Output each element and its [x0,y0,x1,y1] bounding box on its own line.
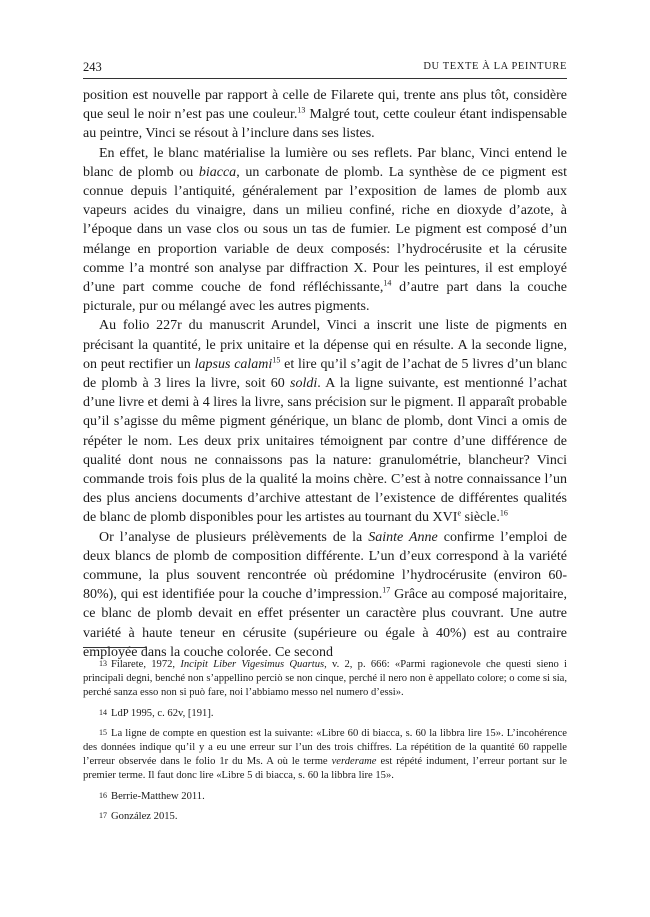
page-header [83,60,567,76]
footnote [83,657,567,701]
footnote [83,789,567,804]
italic-text: biacca [198,164,237,180]
italic-text: Incipit Liber Vigesimus Quartus [180,659,325,670]
footnote [83,726,567,784]
paragraph [83,528,567,662]
paragraph [83,144,567,317]
page-number: 243 [83,60,102,74]
text-run: . A la ligne suivante, est mentionné l’achat d’une livre et demi à 4 lires la livre, sans précision sur le pigment. Il apparaît probable qu’il s’agisse du même pigment générique, un blanc de plomb, dont Vinci a omis de répéter le nom. Les deux prix unitaires témoignent par contre d’une différence de qualité dont nous ne connaissons pas la nature: granulométrie, blancheur? Vinci commande trois fois plus de la qualité la moins chère. C’est à notre connaissance l’un des plus anciens documents d’archive attestant de l’existence de différentes qualités de blanc de plomb disponibles pour les artistes au tournant du XVI [83,376,567,526]
footnote-reference: e [457,508,461,518]
text-run: Filarete, 1972, [111,659,181,670]
text-run: et lire qu’il s’agit de l’achat de 5 livres d’un blanc de plomb à 3 lires la livre, soit 60 [83,356,568,392]
footnote-number: 14 [99,707,107,717]
italic-text: Sainte Anne [368,529,438,545]
paragraph [83,316,567,527]
text-run: Grâce au composé majoritaire, ce blanc de plomb devait en effet présenter un caractère plus couvrant. Une autre variété à haute teneur en cérusite (supérieure ou égale à 40%) est au contraire employée dans la couche colorée. Ce second [83,587,567,660]
text-run: siècle. [461,510,500,526]
text-run: González 2015. [111,810,178,822]
running-title: DU TEXTE À LA PEINTURE [423,61,567,72]
footnote-reference: 16 [499,508,508,518]
footnote-number: 16 [99,790,107,800]
paragraph [83,86,567,144]
footnote-reference: 17 [382,585,391,595]
footnote-reference: 13 [297,105,306,115]
text-run: Malgré tout, cette couleur étant indispensable au peintre, Vinci se résout à l’inclure dans ses listes. [83,107,567,142]
footnote-number: 15 [99,727,107,737]
footnote-number: 17 [99,810,107,820]
text-run: Or l’analyse de plusieurs prélèvements de la [99,529,369,545]
footnote-number: 13 [99,659,107,668]
text-run: , v. 2, p. 666: «Parmi ragionevole che questi sieno i principali degni, benché non s’appellino perciò se non cinque, perché il nero non è appellato colore; o come si sia, perché sanza esso non si può fare, noi l’abbiamo messo nel numero d’essi». [83,659,567,699]
footnotes [83,657,567,829]
header-rule [83,78,567,79]
italic-text: verderame [331,756,377,768]
footnote-reference: 15 [272,355,281,365]
footnote [83,706,567,721]
text-run: position est nouvelle par rapport à celle de Filarete qui, trente ans plus tôt, considère que seul le noir n’est pas une couleur. [83,88,567,123]
footnote [83,809,567,824]
main-text [83,86,567,662]
text-run: La ligne de compte en question est la suivante: «Libre 60 di biacca, s. 60 la libbra lire 15». L’incohérence des données indique qu’il y a eu une erreur sur l’un des trois chiffres. La répétition de la quantité 60 rappelle l’erreur observée dans le folio 1r du Ms. A où le terme [83,727,567,768]
italic-text: lapsus calami [194,356,273,372]
text-run: , un carbonate de plomb. La synthèse de ce pigment est connue depuis l’antiquité, généralement par l’exposition de lames de plomb aux vapeurs acides du vinaigre, dans un milieu confiné, riche en dioxyde d’azote, à l’époque dans un vase clos ou sous un tas de fumier. Le pigment est composé d’un mélange en proportion variable de deux composés: l’hydrocérusite et la cérusite comme l’a montré son analyse par diffraction X. Pour les peintures, il est employé d’une part comme couche de fond réfléchissante, [83,164,567,296]
footnote-reference: 14 [383,278,392,288]
text-run: Au folio 227r du manuscrit Arundel, Vinci a inscrit une liste de pigments en précisant la quantité, le prix unitaire et la dépense qui en résulte. A la seconde ligne, on peut rectifier un [83,318,567,372]
text-run: Berrie-Matthew 2011. [111,790,205,802]
text-run: d’autre part dans la couche picturale, pur ou mélangé avec les autres pigments. [83,280,567,315]
italic-text: soldi [290,376,318,392]
text-run: confirme l’emploi de deux blancs de plomb de composition différente. L’un d’eux correspond à la variété commune, la plus souvent rencontrée où prédomine l’hydrocérusite (environ 60-80%), qui est identifiée pour la couche d’impression. [83,529,567,603]
footnote-separator [83,647,147,648]
text-run: est répété indument, l’erreur portant sur le premier terme. Il faut donc lire «Libre 5 di biacca, s. 60 la libbra lire 15». [83,756,567,782]
text-run: En effet, le blanc matérialise la lumière ou ses reflets. Par blanc, Vinci entend le blanc de plomb ou [83,145,567,180]
text-run: LdP 1995, c. 62v, [191]. [111,707,214,719]
